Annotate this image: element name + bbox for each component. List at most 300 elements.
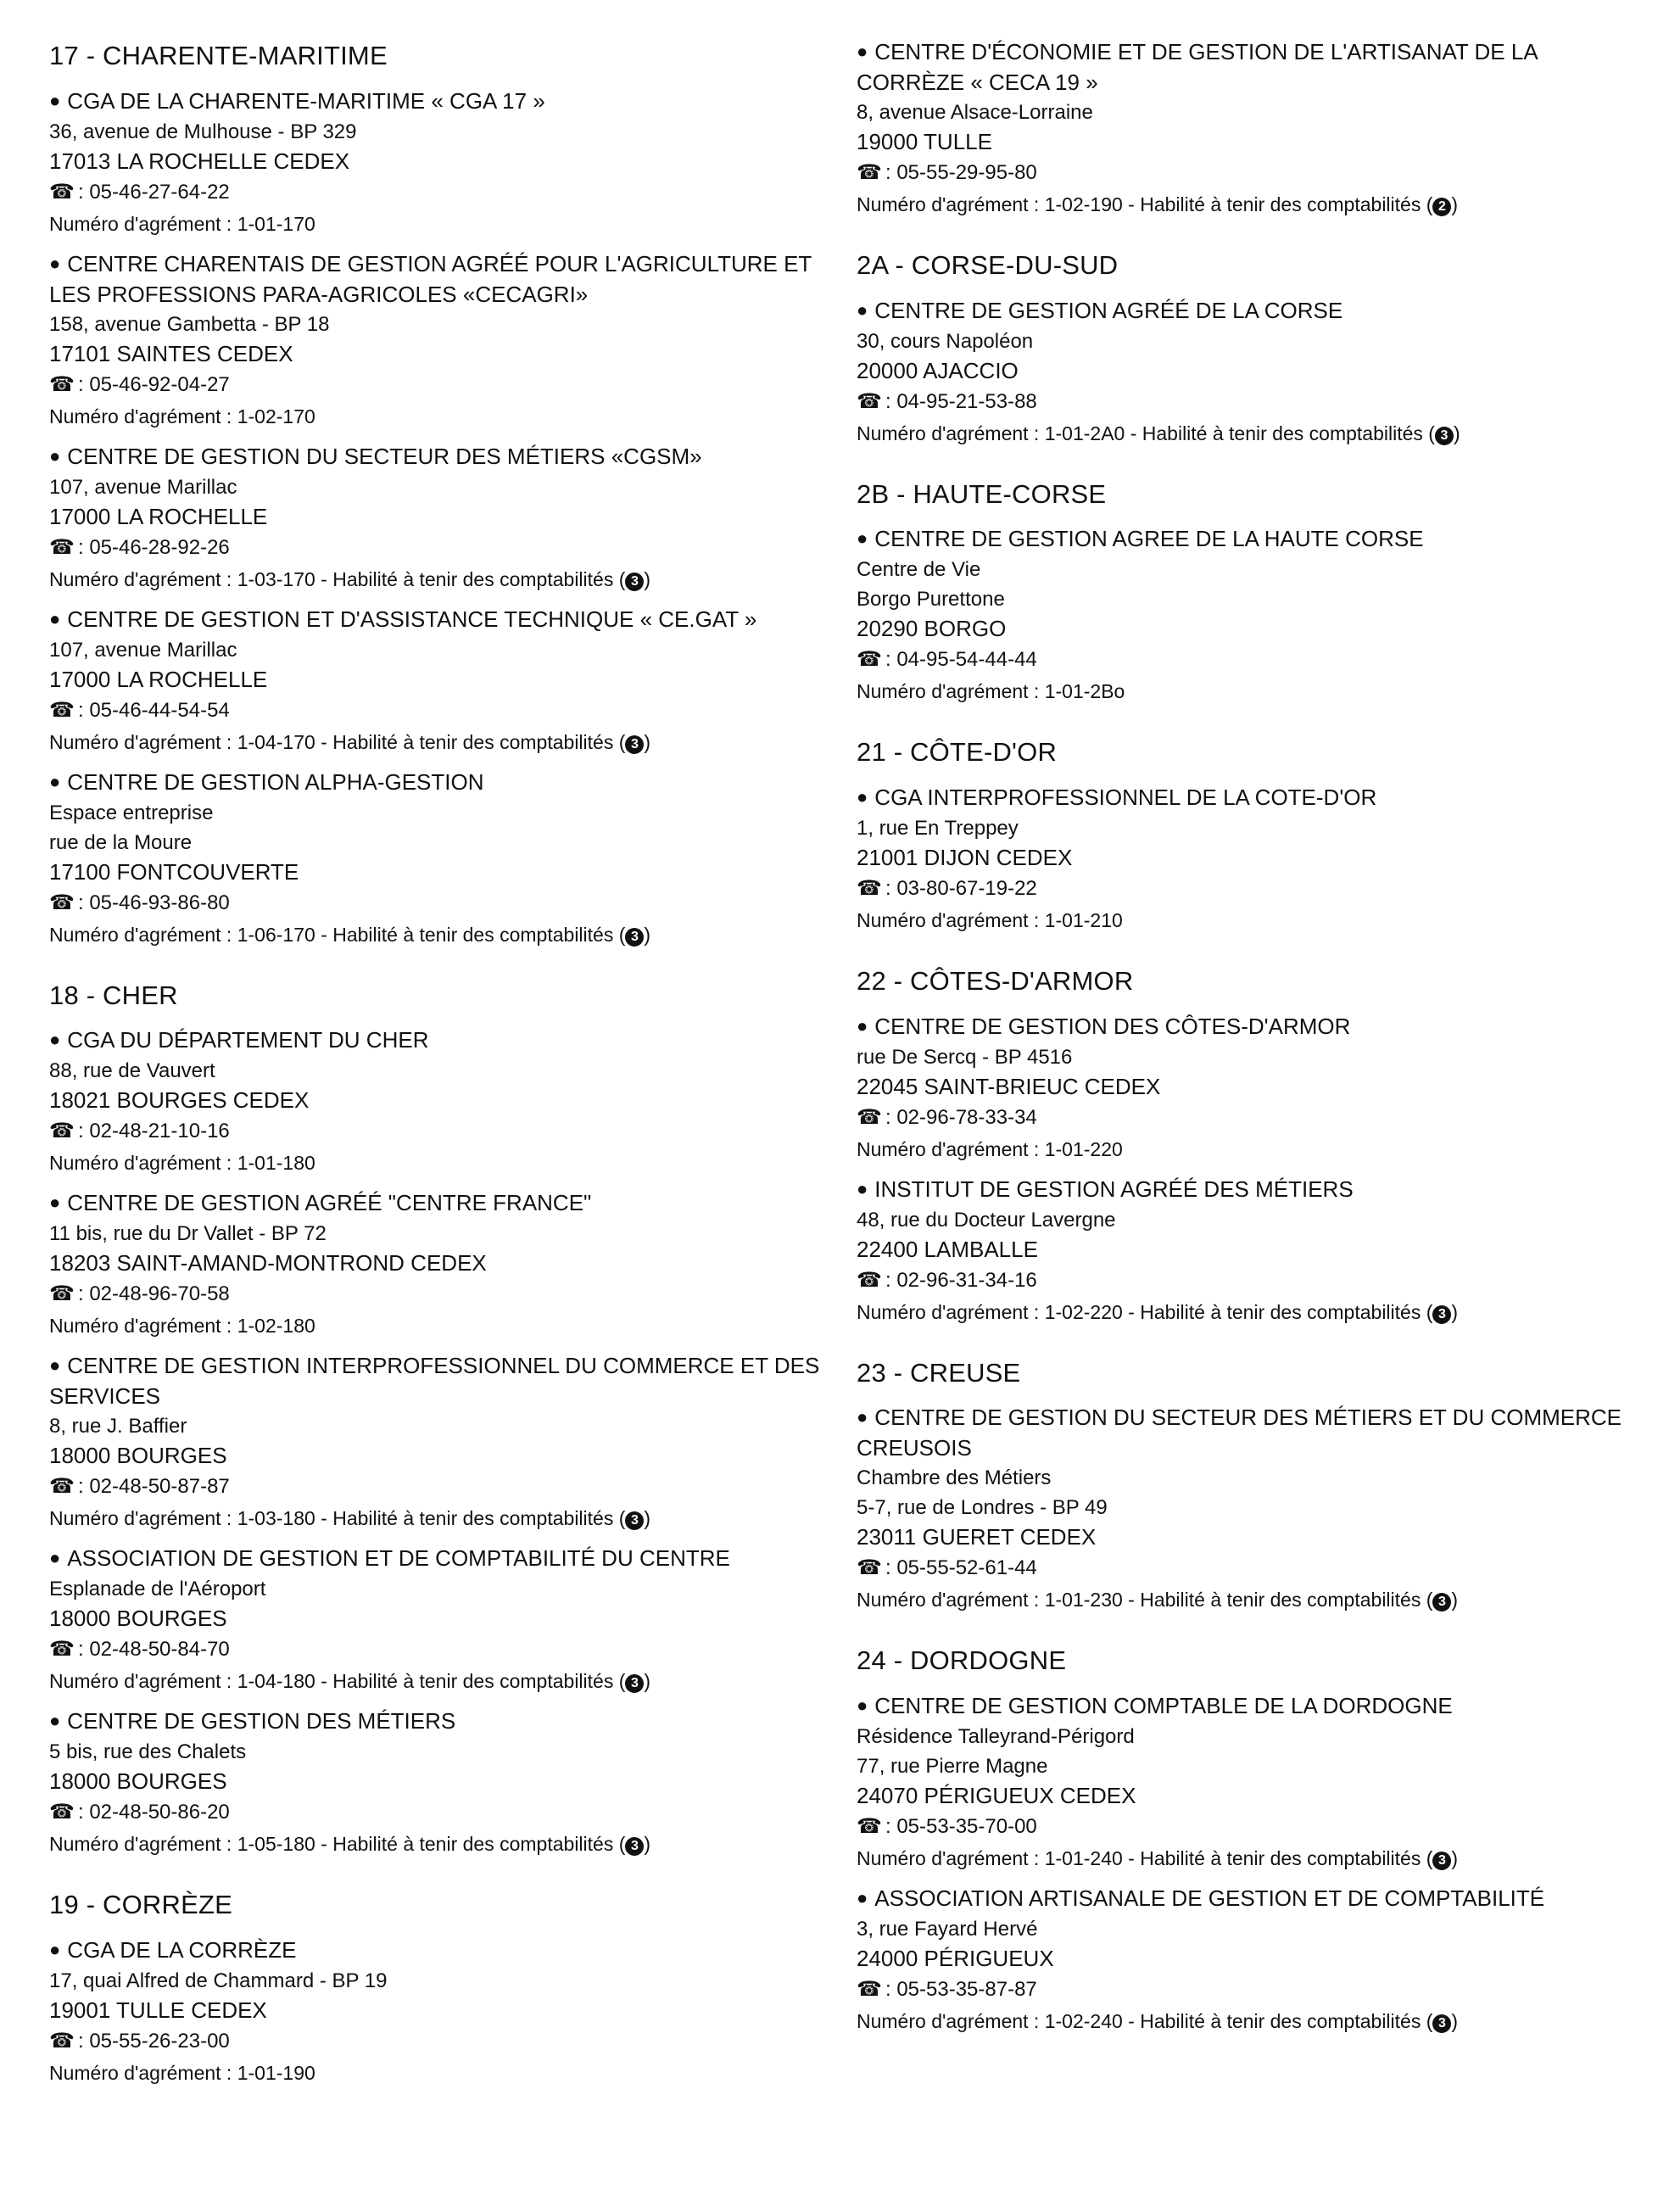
agrement-line [49,727,829,757]
telephone-icon: ☎ [49,1282,75,1306]
closing-paren: ) [644,730,651,753]
number-circle-icon: 3 [625,928,644,947]
phone-line [857,1265,1637,1297]
agrement-line [49,1310,829,1341]
phone-number: : 03-80-67-19-22 [885,876,1037,900]
phone-line [49,1796,829,1829]
habilitation-mark-wrap [1435,422,1460,444]
agrement-line [49,564,829,595]
address-lines [857,1205,1637,1235]
number-circle-icon: 3 [625,1674,644,1693]
agrement-line [49,919,829,950]
organization-name [857,1691,1637,1722]
organization-entry [49,87,829,239]
telephone-icon: ☎ [857,389,882,413]
address-line: 30, cours Napoléon [857,329,1034,353]
address-line: 8, rue J. Baffier [49,1415,187,1438]
agrement-line [857,1134,1637,1165]
agrement-text: Numéro d'agrément : 1-01-190 [49,2061,315,2084]
department-title: 2A - CORSE-DU-SUD [857,250,1119,280]
agrement-line [857,676,1637,707]
department-entries [49,1025,829,1859]
postal-city: 24000 PÉRIGUEUX [857,1945,1054,1971]
address-line: Résidence Talleyrand-Périgord [857,1724,1135,1748]
phone-line [857,1552,1637,1584]
department-entries [857,524,1637,707]
organization-entry [857,1403,1637,1615]
phone-number: : 02-48-96-70-58 [78,1282,230,1306]
postal-city: 18000 BOURGES [49,1606,227,1632]
bullet-icon: ● [857,41,868,62]
telephone-icon: ☎ [857,648,882,672]
phone-number: : 02-48-50-87-87 [78,1475,230,1499]
department-entries [857,37,1637,220]
phone-line [49,1278,829,1310]
closing-paren: ) [1451,2009,1459,2032]
bullet-icon: ● [49,252,61,274]
address-lines [49,1219,829,1248]
organization-entry [49,1706,829,1859]
closing-paren: ) [644,1670,651,1693]
phone-number: : 02-48-50-86-20 [78,1801,230,1824]
organization-name [857,1012,1637,1042]
habilitation-mark-wrap [1432,1847,1458,1869]
number-circle-icon: 3 [625,1511,644,1530]
organization-name [49,1188,829,1219]
agrement-text: Numéro d'agrément : 1-04-170 - Habilité à tenir des comptabilités ( [49,730,626,753]
postal-city: 19001 TULLE CEDEX [49,1997,267,2023]
postal-city: 22045 SAINT-BRIEUC CEDEX [857,1073,1161,1099]
organization-name-text: CENTRE DE GESTION DES MÉTIERS [67,1708,456,1734]
right-column [857,37,1637,2047]
telephone-icon: ☎ [857,1268,882,1292]
address-line: Esplanade de l'Aéroport [49,1578,266,1601]
department-title: 21 - CÔTE-D'OR [857,737,1058,768]
agrement-text: Numéro d'agrément : 1-03-170 - Habilité à tenir des comptabilités ( [49,567,626,590]
number-circle-icon: 3 [1435,427,1454,445]
organization-entry [49,1188,829,1341]
closing-paren: ) [1451,1589,1459,1612]
organization-name-text: CENTRE DE GESTION AGRÉÉ DE LA CORSE [874,297,1343,323]
agrement-text: Numéro d'agrément : 1-06-170 - Habilité à tenir des comptabilités ( [49,923,626,946]
habilitation-mark-wrap [625,1833,650,1855]
telephone-icon: ☎ [49,372,75,396]
agrement-line [49,209,829,239]
address-line: 48, rue du Docteur Lavergne [857,1208,1116,1232]
phone-number: : 05-55-52-61-44 [885,1556,1037,1580]
phone-line [49,2025,829,2058]
telephone-icon: ☎ [49,1475,75,1499]
address-lines [49,117,829,147]
address-lines [49,310,829,339]
phone-number: : 04-95-54-44-44 [885,648,1037,672]
organization-name [49,768,829,798]
bullet-icon: ● [857,785,868,807]
agrement-line [857,418,1637,449]
organization-name-text: CGA DE LA CHARENTE-MARITIME « CGA 17 » [67,87,545,114]
address-line: rue de la Moure [49,830,193,854]
phone-number: : 05-46-27-64-22 [78,180,230,204]
closing-paren: ) [1451,1300,1459,1323]
organization-entry [857,1691,1637,1874]
organization-name [857,783,1637,813]
phone-line [49,887,829,919]
postal-city: 19000 TULLE [857,129,992,154]
phone-line [49,695,829,727]
address-lines [857,1914,1637,1944]
bullet-icon: ● [49,89,61,111]
postal-city: 17000 LA ROCHELLE [49,503,268,529]
agrement-line [49,1829,829,1859]
department-title: 23 - CREUSE [857,1357,1021,1388]
department-section [857,37,1637,220]
telephone-icon: ☎ [49,1638,75,1662]
organization-entry [857,1175,1637,1327]
number-circle-icon: 2 [1432,198,1451,216]
closing-paren: ) [644,1833,651,1856]
organization-name [49,605,829,635]
bullet-icon: ● [49,607,61,629]
telephone-icon: ☎ [49,2029,75,2053]
address-line: 1, rue En Treppey [857,816,1019,840]
phone-line [49,1471,829,1503]
address-lines [49,1056,829,1086]
agrement-line [49,1503,829,1533]
closing-paren: ) [1451,1846,1459,1869]
phone-line [857,1102,1637,1134]
phone-line [49,1634,829,1666]
agrement-text: Numéro d'agrément : 1-01-220 [857,1137,1123,1160]
department-section [49,980,829,1860]
bullet-icon: ● [857,1406,868,1428]
agrement-text: Numéro d'agrément : 1-01-2A0 - Habilité à tenir des comptabilités ( [857,422,1435,444]
postal-city: 18021 BOURGES CEDEX [49,1087,310,1114]
bullet-icon: ● [49,1938,61,1960]
agrement-text: Numéro d'agrément : 1-01-240 - Habilité à tenir des comptabilités ( [857,1846,1433,1869]
bullet-icon: ● [49,1710,61,1732]
agrement-line [857,905,1637,936]
organization-entry [49,1351,829,1533]
phone-number: : 04-95-21-53-88 [885,389,1037,413]
phone-number: : 05-46-93-86-80 [78,891,230,914]
organization-name-text: CENTRE DE GESTION INTERPROFESSIONNEL DU COMMERCE ET DES SERVICES [49,1353,820,1410]
number-circle-icon: 3 [625,735,644,754]
organization-name-text: CENTRE DE GESTION DU SECTEUR DES MÉTIERS ET DU COMMERCE CREUSOIS [857,1405,1622,1461]
agrement-line [857,1584,1637,1615]
habilitation-mark-wrap [1432,2010,1458,2032]
postal-city: 17100 FONTCOUVERTE [49,858,299,885]
phone-number: : 02-96-78-33-34 [885,1105,1037,1129]
bullet-icon: ● [857,1886,868,1908]
agrement-line [857,1843,1637,1874]
phone-line [857,873,1637,905]
organization-name-text: CGA INTERPROFESSIONNEL DE LA COTE-D'OR [874,784,1377,810]
organization-name [49,249,829,310]
organization-name [49,442,829,472]
agrement-line [857,1297,1637,1327]
phone-line [49,369,829,401]
department-title: 2B - HAUTE-CORSE [857,478,1107,509]
postal-city: 17013 LA ROCHELLE CEDEX [49,148,350,174]
closing-paren: ) [644,1507,651,1530]
agrement-line [857,2006,1637,2036]
address-line: 5-7, rue de Londres - BP 49 [857,1496,1108,1520]
address-lines [49,798,829,857]
bullet-icon: ● [49,770,61,792]
phone-number: : 02-48-21-10-16 [78,1120,230,1143]
organization-name-text: CENTRE DE GESTION AGRÉÉ "CENTRE FRANCE" [67,1190,592,1216]
habilitation-mark-wrap [1432,193,1458,215]
address-lines [857,555,1637,614]
agrement-text: Numéro d'agrément : 1-01-170 [49,212,315,235]
address-lines [857,1042,1637,1072]
department-entries [857,1012,1637,1327]
organization-name [857,296,1637,327]
organization-name [857,1403,1637,1463]
organization-name-text: CENTRE CHARENTAIS DE GESTION AGRÉÉ POUR L'AGRICULTURE ET LES PROFESSIONS PARA-AGRICOLES «CECAGRI» [49,250,812,307]
address-line: 107, avenue Marillac [49,638,237,662]
closing-paren: ) [644,567,651,590]
phone-number: : 05-55-29-95-80 [885,161,1037,184]
postal-city: 18203 SAINT-AMAND-MONTROND CEDEX [49,1250,487,1276]
organization-name-text: CENTRE DE GESTION AGREE DE LA HAUTE CORSE [874,526,1424,552]
phone-number: : 05-46-44-54-54 [78,698,230,722]
postal-city: 20290 BORGO [857,616,1007,642]
department-section [49,1890,829,2088]
organization-name-text: ASSOCIATION ARTISANALE DE GESTION ET DE COMPTABILITÉ [874,1885,1545,1911]
organization-name [857,37,1637,98]
address-lines [857,98,1637,127]
department-entries [49,1936,829,2088]
number-circle-icon: 3 [1432,1852,1451,1870]
agrement-line [857,189,1637,220]
telephone-icon: ☎ [49,180,75,204]
phone-line [857,1811,1637,1843]
organization-entry [857,1884,1637,2036]
organization-entry [857,524,1637,707]
number-circle-icon: 3 [625,1837,644,1856]
address-line: 158, avenue Gambetta - BP 18 [49,312,330,336]
address-lines [49,1411,829,1441]
habilitation-mark-wrap [625,731,650,753]
agrement-text: Numéro d'agrément : 1-02-190 - Habilité à tenir des comptabilités ( [857,193,1433,215]
number-circle-icon: 3 [1432,2014,1451,2033]
address-lines [857,1463,1637,1522]
agrement-text: Numéro d'agrément : 1-05-180 - Habilité à tenir des comptabilités ( [49,1833,626,1856]
organization-name [49,1706,829,1737]
phone-line [857,644,1637,676]
closing-paren: ) [1451,193,1459,215]
organization-entry [49,1025,829,1178]
phone-number: : 05-46-92-04-27 [78,372,230,396]
address-line: 11 bis, rue du Dr Vallet - BP 72 [49,1222,327,1246]
organization-entry [49,605,829,757]
organization-name-text: CENTRE DE GESTION COMPTABLE DE LA DORDOGNE [874,1692,1453,1718]
agrement-line [49,1666,829,1696]
telephone-icon: ☎ [857,1105,882,1129]
department-section [49,41,829,950]
telephone-icon: ☎ [49,1120,75,1143]
bullet-icon: ● [857,1694,868,1716]
organization-name [49,1936,829,1966]
department-section [857,737,1637,936]
organization-name [49,1351,829,1411]
agrement-line [49,1148,829,1178]
bullet-icon: ● [49,1355,61,1377]
agrement-text: Numéro d'agrément : 1-01-210 [857,908,1123,931]
habilitation-mark-wrap [625,1507,650,1529]
organization-name-text: CENTRE DE GESTION ALPHA-GESTION [67,768,484,795]
department-entries [857,1403,1637,1615]
number-circle-icon: 3 [625,573,644,591]
telephone-icon: ☎ [857,1977,882,2001]
address-line: 77, rue Pierre Magne [857,1754,1048,1778]
postal-city: 22400 LAMBALLE [857,1236,1038,1262]
habilitation-mark-wrap [625,568,650,590]
bullet-icon: ● [857,528,868,550]
phone-line [857,157,1637,189]
bullet-icon: ● [857,1014,868,1036]
postal-city: 17000 LA ROCHELLE [49,666,268,692]
department-section [857,250,1637,449]
telephone-icon: ☎ [857,1814,882,1838]
address-line: 36, avenue de Mulhouse - BP 329 [49,120,357,143]
organization-name-text: CENTRE DE GESTION DES CÔTES-D'ARMOR [874,1013,1351,1039]
bullet-icon: ● [49,1029,61,1051]
postal-city: 18000 BOURGES [49,1443,227,1469]
telephone-icon: ☎ [49,891,75,914]
organization-name-text: CENTRE D'ÉCONOMIE ET DE GESTION DE L'ARTISANAT DE LA CORRÈZE « CECA 19 » [857,39,1538,95]
organization-name-text: CGA DE LA CORRÈZE [67,1936,297,1963]
agrement-text: Numéro d'agrément : 1-01-2Bo [857,680,1125,703]
agrement-line [49,401,829,432]
agrement-text: Numéro d'agrément : 1-02-220 - Habilité à tenir des comptabilités ( [857,1300,1433,1323]
department-section [857,1645,1637,2036]
department-title: 19 - CORRÈZE [49,1890,232,1920]
agrement-text: Numéro d'agrément : 1-02-240 - Habilité à tenir des comptabilités ( [857,2009,1433,2032]
bullet-icon: ● [49,444,61,466]
address-line: rue De Sercq - BP 4516 [857,1045,1073,1069]
address-line: Centre de Vie [857,558,981,582]
phone-number: : 05-53-35-70-00 [885,1814,1037,1838]
address-lines [49,635,829,665]
agrement-text: Numéro d'agrément : 1-02-170 [49,405,315,427]
department-title: 24 - DORDOGNE [857,1645,1067,1676]
address-line: 107, avenue Marillac [49,475,237,499]
organization-entry [857,37,1637,220]
organization-entry [49,1544,829,1696]
address-lines [49,472,829,502]
telephone-icon: ☎ [857,876,882,900]
phone-number: : 05-53-35-87-87 [885,1977,1037,2001]
address-line: 5 bis, rue des Chalets [49,1740,247,1764]
organization-entry [857,296,1637,449]
organization-name-text: ASSOCIATION DE GESTION ET DE COMPTABILITÉ DU CENTRE [67,1545,730,1572]
closing-paren: ) [1453,422,1460,444]
department-title: 22 - CÔTES-D'ARMOR [857,965,1134,996]
phone-line [49,176,829,209]
closing-paren: ) [644,923,651,946]
organization-name [49,87,829,117]
bullet-icon: ● [49,1192,61,1214]
address-lines [49,1966,829,1996]
address-line: 3, rue Fayard Hervé [857,1917,1038,1941]
organization-name [49,1544,829,1574]
organization-entry [49,768,829,950]
habilitation-mark-wrap [1432,1301,1458,1323]
organization-name-text: CENTRE DE GESTION DU SECTEUR DES MÉTIERS «CGSM» [67,443,702,469]
postal-city: 21001 DIJON CEDEX [857,844,1073,870]
department-title: 17 - CHARENTE-MARITIME [49,41,388,70]
organization-entry [857,783,1637,936]
address-line: 88, rue de Vauvert [49,1059,215,1083]
address-lines [857,1722,1637,1781]
habilitation-mark-wrap [1432,1589,1458,1611]
phone-number: : 02-48-50-84-70 [78,1638,230,1662]
organization-name-text: CGA DU DÉPARTEMENT DU CHER [67,1027,429,1053]
telephone-icon: ☎ [857,161,882,184]
department-entries [857,783,1637,936]
address-lines [49,1737,829,1767]
agrement-text: Numéro d'agrément : 1-01-180 [49,1152,315,1175]
department-entries [857,296,1637,449]
address-line: Espace entreprise [49,801,214,824]
organization-name-text: CENTRE DE GESTION ET D'ASSISTANCE TECHNIQUE « CE.GAT » [67,606,757,632]
postal-city: 23011 GUERET CEDEX [857,1524,1097,1550]
postal-city: 24070 PÉRIGUEUX CEDEX [857,1782,1136,1808]
number-circle-icon: 3 [1432,1593,1451,1612]
telephone-icon: ☎ [49,1801,75,1824]
bullet-icon: ● [857,1177,868,1199]
organization-entry [857,1012,1637,1165]
organization-name-text: INSTITUT DE GESTION AGRÉÉ DES MÉTIERS [874,1176,1354,1202]
habilitation-mark-wrap [625,1670,650,1692]
department-title: 18 - CHER [49,980,178,1010]
address-lines [49,1574,829,1604]
agrement-line [49,2058,829,2088]
address-lines [857,327,1637,356]
left-column [49,41,829,2098]
postal-city: 17101 SAINTES CEDEX [49,340,293,366]
organization-entry [49,442,829,595]
telephone-icon: ☎ [49,698,75,722]
address-lines [857,813,1637,843]
agrement-text: Numéro d'agrément : 1-02-180 [49,1315,315,1338]
address-line: 8, avenue Alsace-Lorraine [857,101,1093,124]
agrement-text: Numéro d'agrément : 1-01-230 - Habilité à tenir des comptabilités ( [857,1589,1433,1612]
phone-number: : 05-46-28-92-26 [78,535,230,559]
phone-number: : 02-96-31-34-16 [885,1268,1037,1292]
department-section [857,479,1637,707]
department-entries [49,87,829,950]
postal-city: 18000 BOURGES [49,1768,227,1795]
address-line: Borgo Purettone [857,588,1005,612]
number-circle-icon: 3 [1432,1305,1451,1324]
address-line: 17, quai Alfred de Chammard - BP 19 [49,1969,388,1992]
telephone-icon: ☎ [857,1556,882,1580]
phone-line [857,386,1637,418]
habilitation-mark-wrap [625,924,650,946]
phone-line [857,1974,1637,2006]
bullet-icon: ● [857,299,868,321]
agrement-text: Numéro d'agrément : 1-03-180 - Habilité à tenir des comptabilités ( [49,1507,626,1530]
postal-city: 20000 AJACCIO [857,357,1019,383]
phone-line [49,1115,829,1148]
phone-line [49,532,829,564]
department-section [857,1358,1637,1616]
department-section [857,966,1637,1327]
organization-name [857,1884,1637,1914]
